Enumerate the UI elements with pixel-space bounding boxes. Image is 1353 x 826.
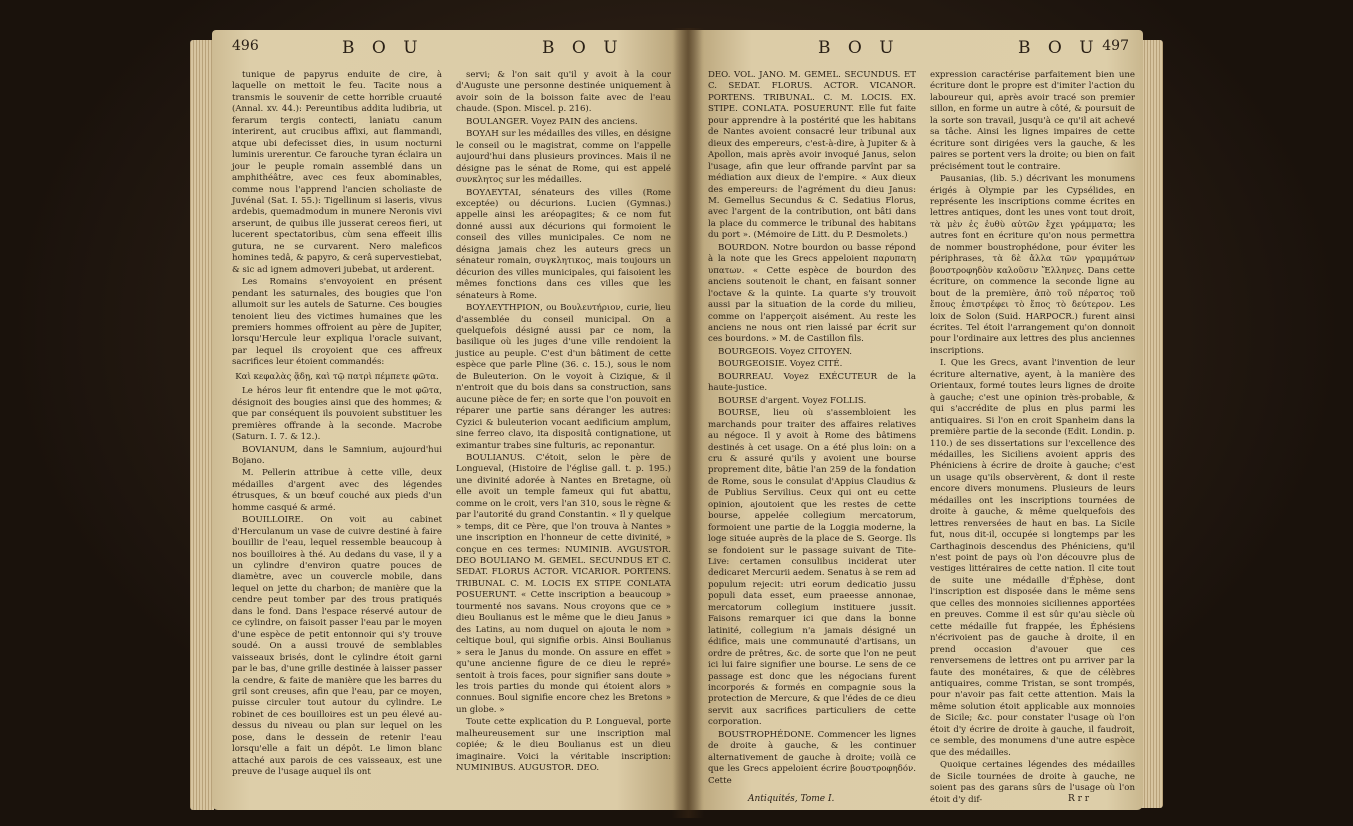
left-headword-2: B O U: [542, 38, 624, 58]
right-page: [688, 30, 1143, 810]
right-running-head: [688, 38, 1143, 72]
paragraph: tunique de papyrus enduite de cire, à laquelle on mettoit le feu. Tacite nous a transmis le souvenir de cette horrible cruauté (Annal. xv. 44.): Pereuntibus addita ludibria, ut ferarum tergis contecti, laniatu canum interirent, aut crucibus affixi, aut flammandi, atque ubi defecisset dies, in usum nocturni luminis urerentur. Ce farouche tyran éclaira un jour le peuple romain assemblé dans un amphithéâtre, avec ces feux abominables, comme nous l'apprend l'ancien scholiaste de Juvénal (Sat. I. 55.): Tigellinum si laseris, vivus ardebis, quemadmodum in munere Neronis vivi arserunt, de quibus ille jusserat cereos fieri, ut lucerent spectatoribus, cùm sena effeeit illis gutura, ne se curvarent. Nero maleficos homines tedâ, & papyro, & cerâ supervestiebat, & sic ad ignem admoveri jubebat, ut arderent.: [232, 70, 442, 275]
paragraph: Toute cette explication du P. Longueval, porte malheureusement sur une inscription mal copiée; & le dieu Boulianus est un dieu imaginaire. Voici la véritable inscription: NUMINIBUS. AUGUSTOR. DEO.: [456, 717, 671, 774]
entry-bourse: BOURSE, lieu où s'assembloient les marchands pour traiter des affaires relatives au négoce. Il y avoit à Rome des bâtimens destinés à cet usage. On a été plus loin: on a cru & assuré qu'ils y avoient une bourse proprement dite, bâtie l'an 259 de la fondation de Rome, sous le consulat d'Appius Claudius & de Publius Servilius. Ceux qui ont eu cette opinion, ajoutoient que les restes de cette bourse, appelée collegium mercatorum, formoient une partie de la Loggia moderne, la loge située auprès de la place de S. George. Ils se fondoient sur le passage suivant de Tite-Live: certamen consulibus inciderat uter dedicaret Mercurii aedem. Senatus à se rem ad populum rejecit: utri eorum dedicatio jussu populi data esset, eum praeesse annonae, mercatorum collegium instituere jussit. Faisons remarquer ici que dans la bonne latinité, collegium n'a jamais désigné un édifice, mais une communauté d'artisans, un ordre de prêtres, &c. de sorte que l'on ne peut ici lui faire signifier une bourse. Le sens de ce passage est donc que les négocians furent incorporés & formés en compagnie sous la protection de Mercure, & que l'édes de ce dieu servit aux sacrifices particuliers de cette corporation.: [708, 408, 916, 728]
left-page-number: 496: [232, 38, 259, 54]
left-headword-1: B O U: [342, 38, 424, 58]
paragraph: expression caractérise parfaitement bien une écriture dont le propre est d'imiter l'action du laboureur qui, après avoir tracé son premier sillon, en forme un autre à côté, & poursuit de la sorte son travail, jusqu'à ce qu'il ait achevé sa tâche. Ainsi les lignes impaires de cette écriture sont dirigées vers la gauche, & les paires se portent vers la droite; ou bien on fait précisément tout le contraire.: [930, 70, 1135, 172]
footer-signature: R r r: [1068, 794, 1090, 804]
greek-verse: Καὶ κεφαλὰς ᾅδῃ, καὶ τῷ πατρὶ πέμπετε φῶτα.: [235, 371, 439, 382]
left-page-edges: [190, 40, 214, 810]
right-headword-1: B O U: [818, 38, 900, 58]
entry-bourgeoisie: BOURGEOISIE. Voyez CITÉ.: [718, 359, 843, 370]
left-column-2: [456, 70, 671, 776]
paragraph: M. Pellerin attribue à cette ville, deux médailles d'argent avec des légendes étrusques, & un bœuf couché aux pieds d'un homme casqué & armé.: [232, 468, 442, 513]
footer-volume: Antiquités, Tome I.: [748, 794, 835, 804]
entry-bourreau: BOURREAU. Voyez EXÉCUTEUR de la haute-justice.: [708, 371, 916, 394]
left-running-head: [212, 38, 688, 72]
entry-bourdon: BOURDON. Notre bourdon ou basse répond à la note que les Grecs appeloient παρυπατη υπατων. « Cette espèce de bourdon des anciens soutenoit le chant, en faisant sonner l'octave & la quinte. La quarte s'y trouvoit aussi par la situation de la corde du milieu, comme on l'apperçoit aisément. Au reste les anciens ne nous ont rien laissé par écrit sur ces bourdons. » M. de Castillon fils.: [708, 242, 916, 345]
right-column-2: [930, 70, 1135, 807]
entry-bouleutai: ΒΟΥΛΕΥΤΑΙ, sénateurs des villes (Rome exceptée) ou décurions. Lucien (Gymnas.) appelle ainsi les aréopagites; & ce nom fut donné aussi aux décurions qui formoient le conseil des villes municipales. Ce nom ne désigna jamais chez les auteurs grecs un sénateur romain, συγκλητικος, mais toujours un décurion des villes municipales, qui faisoient les mêmes fonctions dans ces villes que les sénateurs à Rome.: [456, 187, 671, 301]
entry-bourse-argent: BOURSE d'argent. Voyez FOLLIS.: [718, 395, 867, 406]
paragraph: Les Romains s'envoyoient en présent pendant les saturnales, des bougies que l'on allumoit sur les autels de Saturne. Ces bougies tenoient lieu des victimes humaines que les premiers hommes offroient au père de Jupiter, lorsqu'Hercule leur expliqua l'oracle suivant, par lequel ils croyoient que ces affreux sacrifices leur étoient commandés:: [232, 277, 442, 368]
entry-boustrophedone: BOUSTROPHÉDONE. Commencer les lignes de droite à gauche, & les continuer alternativement de gauche à droite; voilà ce que les Grecs appeloient écrire βουστροφηδόν. Cette: [708, 729, 916, 786]
paragraph: Quoique certaines légendes des médailles de Sicile tournées de droite à gauche, ne soient pas des garans sûrs de l'usage où l'on étoit d'y dif-: [930, 760, 1135, 805]
right-column-1: [708, 70, 916, 788]
paragraph: Le héros leur fit entendre que le mot φῶτα, désignoit des bougies ainsi que des hommes; & que par conséquent ils pouvoient substituer les premières offrande à la seconde. Macrobe (Saturn. I. 7. & 12.).: [232, 386, 442, 443]
left-page: [212, 30, 688, 810]
entry-boulianus: BOULIANUS. C'étoit, selon le père de Longueval, (Histoire de l'église gall. t. p. 195.) une divinité adorée à Nantes en Bretagne, où elle avoit un temple fameux qui fut abattu, comme on le croit, vers l'an 310, sous le règne & par l'autorité du grand Constantin. « Il y quelque » temps, dit ce Père, que l'on trouva à Nantes » une inscription en l'honneur de cette divinité, » conçue en ces termes: NUMINIB. AVGUSTOR. DEO BOULIANO M. GEMEL. SECUNDUS ET C. SEDAT. FLORUS ACTOR. VICARIOR. PORTENS. TRIBUNAL C. M. LOCIS EX STIPE CONLATA POSUERUNT. « Cette inscription a beaucoup » tourmenté nos savans. Nous croyons que ce » dieu Boulianus est le même que le dieu Janus » des Latins, au nom duquel on ajouta le nom » celtique boul, qui signifie orbis. Ainsi Boulianus » sera le Janus du monde. On assure en effet » qu'une ancienne figure de ce dieu le repré» sentoit à trois faces, pour signifier sans doute » les trois parties du monde qui étoient alors » connues. Boul signifie encore chez les Bretons » un globe. »: [456, 452, 671, 715]
entry-boule: ΒΟΥΛΗ sur les médailles des villes, en désigne le conseil ou le magistrat, comme on l'appelle aujourd'hui dans plusieurs provinces. Mais il ne désigne pas le sénat de Rome, qui est appelé συνκλητος sur les médailles.: [456, 129, 671, 186]
entry-bovianum: BOVIANUM, dans le Samnium, aujourd'hui Bojano.: [232, 444, 442, 466]
paragraph: servi; & l'on sait qu'il y avoit à la cour d'Auguste une personne destinée uniquement à avoir soin de la boisson faite avec de l'eau chaude. (Spon. Miscel. p. 216).: [456, 70, 671, 115]
entry-bourgeois: BOURGEOIS. Voyez CITOYEN.: [718, 346, 853, 357]
entry-boulanger: BOULANGER. Voyez PAIN des anciens.: [466, 116, 638, 127]
entry-bouleuterion: ΒΟΥΛΕΥΤΗΡΙΟΝ, ou Βουλευτήριον, curie, lieu d'assemblée du conseil municipal. On a quelquefois désigné aussi par ce nom, la basilique où les juges d'une ville rendoient la justice au peuple. C'est d'un bâtiment de cette espèce que parle Pline (36. c. 15.), sous le nom de Buleuterion. On le voyoit à Cizique, & il n'entroit que du bois dans sa construction, sans aucune pièce de fer; en sorte que l'on pouvoit en réparer une partie sans déranger les autres: Cyzici & buleuterion vocant aedificium amplum, sine ferreo clavo, ita dispositâ contignatione, ut eximantur trabes sine fulturis, ac reponantur.: [456, 303, 671, 451]
paragraph: Pausanias, (lib. 5.) décrivant les monumens érigés à Olympie par les Cypsélides, en représente les inscriptions comme écrites en lettres antiques, dont les unes vont tout droit, τὰ μὲν ἐς ἐυθὺ αὐτῶν ἔχει γράμματα; les autres font en écriture qu'on nous permettra de nommer boustrophédone, pour éviter les périphrases, τὰ δὲ ἄλλα τῶν γραμμάτων βουστροφηδὸν καλοῦσιν Ἕλληνες. Dans cette écriture, on commence la seconde ligne au bout de la première, ἀπὸ τοῦ πέρατος τοῦ ἔπους ἐπιστρέφει τὸ ἔπος τὸ δεύτερον. Les loix de Solon (Suid. HARPOCR.) furent ainsi écrites. Tel étoit l'arrangement qu'on donnoit pour l'ordinaire aux lettres des plus anciennes inscriptions.: [930, 174, 1135, 356]
paragraph: DEO. VOL. JANO. M. GEMEL. SECUNDUS. ET C. SEDAT. FLORUS. ACTOR. VICANOR. PORTENS. TRIBUNAL. C. M. LOCIS. EX. STIPE. CONLATA. POSUERUNT. Elle fut faite pour apprendre à la postérité que les habitans de Nantes avoient consacré leur tribunal aux dieux des empereurs, c'est-à-dire, à Jupiter & à Apollon, mais après avoir invoqué Janus, selon l'usage, afin que leur offrande parvînt par sa médiation aux dieux de l'empire. « Aux dieux des empereurs: de l'agrément du dieu Janus: M. Gemellus Secundus & C. Sedatius Florus, avec l'argent de la contribution, ont bâti dans la place du commerce le tribunal des habitans du port ». (Mémoire de Litt. du P. Desmolets.): [708, 70, 916, 241]
right-page-number: 497: [1102, 38, 1129, 54]
paragraph: I. Que les Grecs, avant l'invention de leur écriture alternative, ayent, à la manière des Orientaux, formé toutes leurs lignes de droite à gauche; c'est une opinion très-probable, & qui s'accrédite de plus en plus parmi les antiquaires. Si l'on en croit Spanheim dans la première partie de la seconde (Edit. Londin. p. 110.) de ses dissertations sur l'excellence des médailles, les Siciliens avoient appris des Phéniciens à écrire de droite à gauche; c'est un usage qu'ils observèrent, & dont il reste encore divers monumens. Plusieurs de leurs médailles ont les inscriptions tournées de droite à gauche, & même quelquefois des lettres renversées de haut en bas. La Sicile fut, nous dit-il, occupée si longtemps par les Carthaginois descendus des Phéniciens, qu'il n'est point de pays où l'on découvre plus de vestiges littéraires de cette nation. Il cite tout de suite une médaille d'Éphèse, dont l'inscription est disposée dans le même sens que celles des monnoies siciliennes apportées en preuves. Comme il est sûr qu'au siècle où cette médaille fut frappée, les Éphésiens n'écrivoient pas de gauche à droite, il en prend occasion d'avouer que ces renversemens de lettres ont pu arriver par la faute des monétaires, & que de célèbres antiquaires, comme Tristan, se sont trompés, pour n'avoir pas fait cette attention. Mais la même solution étoit applicable aux monnoies de Sicile; &c. pour constater l'usage où l'on étoit d'y écrire de droite à gauche, il faudroit, ce semble, des monumens d'une autre espèce que des médailles.: [930, 358, 1135, 758]
right-headword-2: B O U: [1018, 38, 1100, 58]
left-column-1: [232, 70, 442, 780]
right-page-edges: [1141, 40, 1163, 808]
entry-bouilloire: BOUILLOIRE. On voit au cabinet d'Herculanum un vase de cuivre destiné à faire bouillir de l'eau, lequel ressemble beaucoup à nos bouilloires à thé. Au dedans du vase, il y a un cylindre d'environ quatre pouces de diamètre, avec un couvercle mobile, dans lequel on jette du charbon; de manière que la cendre peut tomber par des trous pratiqués dans le fond. Dans l'espace réservé autour de ce cylindre, on faisoit passer l'eau par le moyen d'une espèce de petit entonnoir qui s'y trouve soudé. On a aussi trouvé de semblables vaisseaux brisés, dont le cylindre étoit garni par le bas, d'une grille destinée à laisser passer la cendre, & faite de manière que les barres du gril sont creuses, afin que l'eau, par ce moyen, puisse circuler tout autour du cylindre. Le robinet de ces bouilloires est un peu élevé au-dessus du niveau ou plan sur lequel on les pose, dans le dessein de retenir l'eau lorsqu'elle a fait un dépôt. Le limon blanc attaché aux parois de ces vaisseaux, est une preuve de l'usage auquel ils ont: [232, 515, 442, 778]
